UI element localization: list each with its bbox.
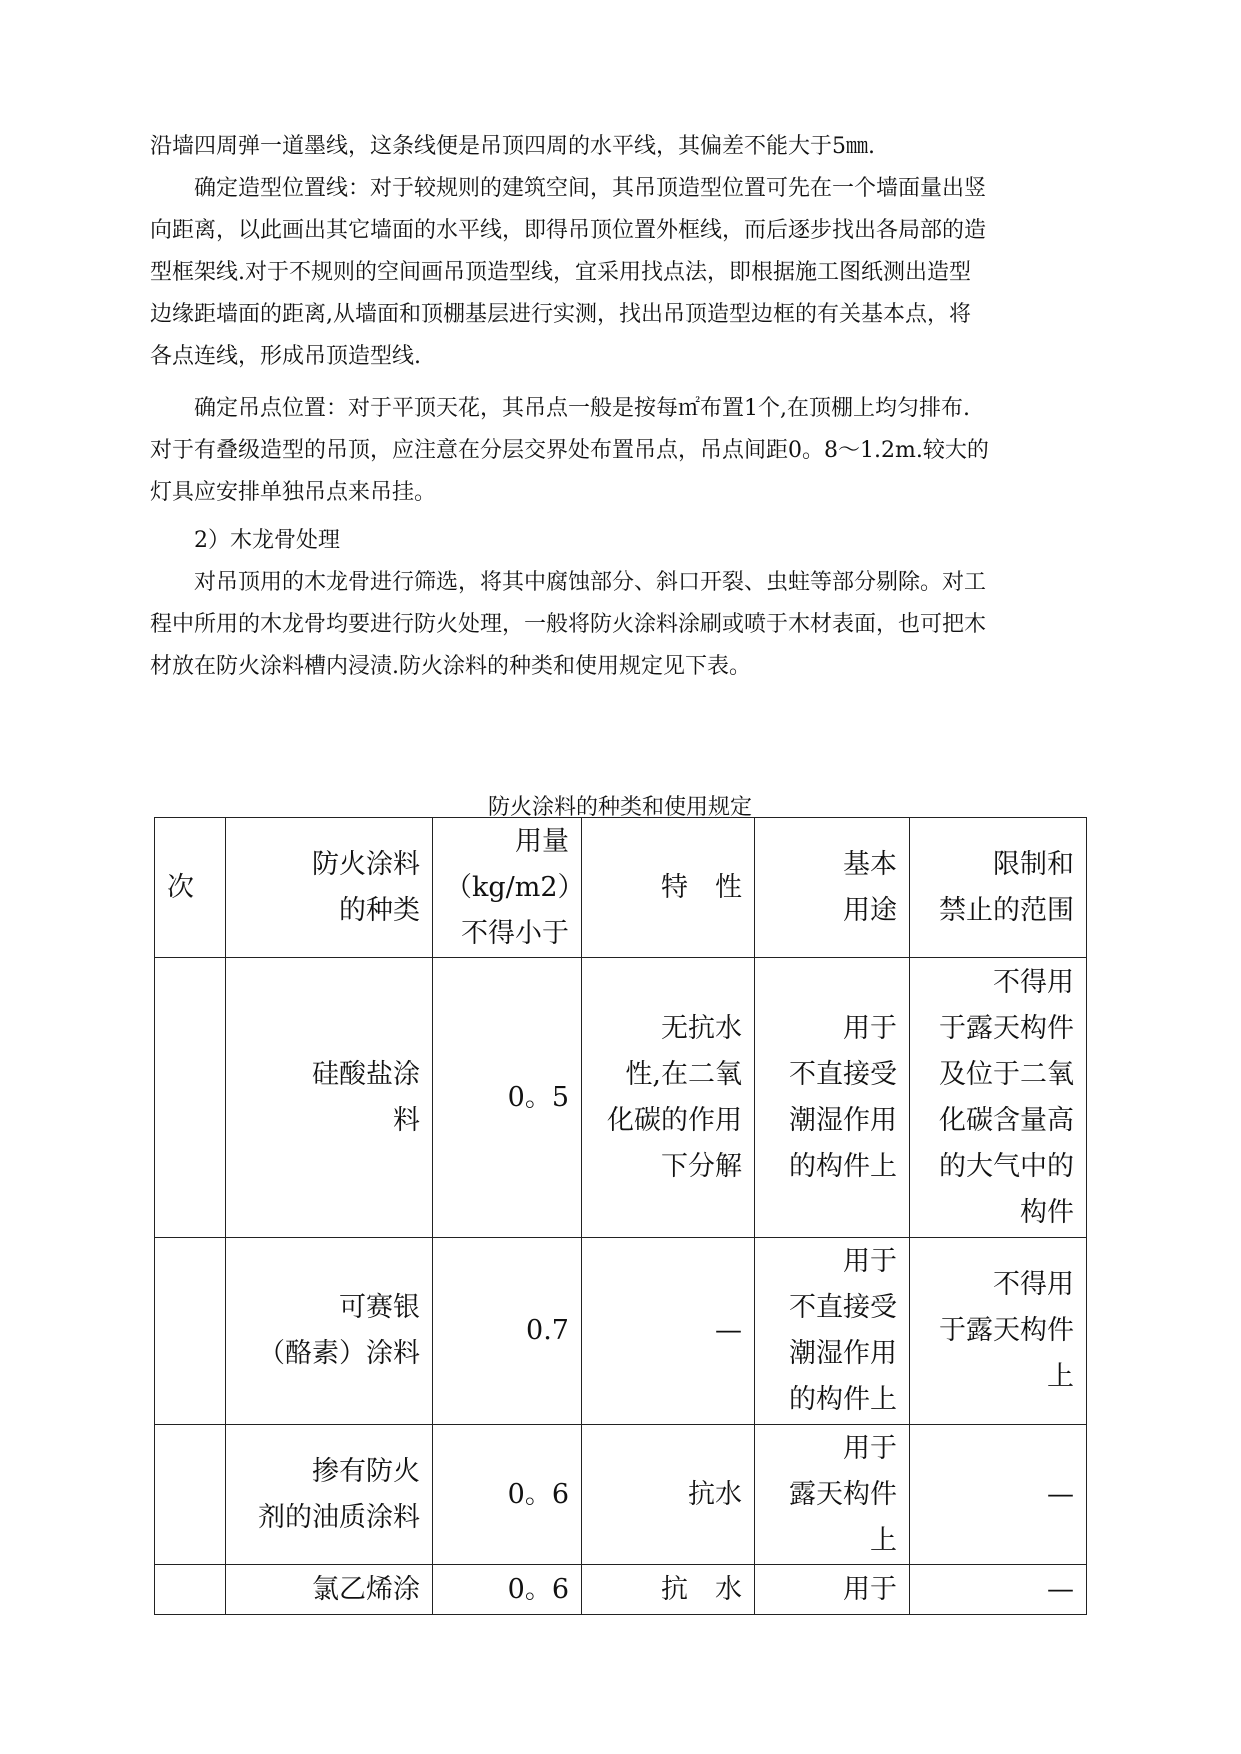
table-row [155, 1565, 1087, 1615]
cell-index [155, 1565, 226, 1615]
text-line: 2）木龙骨处理 [150, 528, 340, 553]
table-header-row [155, 818, 1087, 958]
cell-index [155, 1238, 226, 1425]
cell-property: 抗 水 [582, 1565, 755, 1615]
table-row [155, 1425, 1087, 1565]
text-line: 各点连线，形成吊顶造型线. [150, 344, 421, 369]
paragraph-3 [150, 388, 1090, 514]
fireproof-coating-table [154, 817, 1087, 1615]
paragraph-1 [150, 126, 1090, 168]
cell-amount: 0.7 [433, 1238, 582, 1425]
cell-restriction: — [910, 1565, 1087, 1615]
text-line: 确定造型位置线：对于较规则的建筑空间，其吊顶造型位置可先在一个墙面量出竖 [150, 176, 987, 201]
cell-property: 无抗水 性,在二氧 化碳的作用 下分解 [582, 958, 755, 1238]
cell-index [155, 958, 226, 1238]
table-row [155, 958, 1087, 1238]
paragraph-4 [150, 520, 1090, 562]
cell-amount: 0。6 [433, 1565, 582, 1615]
cell-restriction: — [910, 1425, 1087, 1565]
text-line: 程中所用的木龙骨均要进行防火处理，一般将防火涂料涂刷或喷于木材表面，也可把木 [150, 612, 987, 637]
text-line: 灯具应安排单独吊点来吊挂。 [150, 480, 437, 505]
cell-amount: 0。5 [433, 958, 582, 1238]
text-line: 型框架线.对于不规则的空间画吊顶造型线，宜采用找点法，即根据施工图纸测出造型 [150, 260, 971, 285]
cell-usage: 用于 不直接受 潮湿作用 的构件上 [755, 958, 910, 1238]
header-cell-index: 次 [155, 818, 226, 958]
cell-property: — [582, 1238, 755, 1425]
cell-type: 可赛银 （酪素）涂料 [226, 1238, 433, 1425]
text-line: 对于有叠级造型的吊顶，应注意在分层交界处布置吊点，吊点间距0。8～1.2m.较大的 [150, 438, 989, 463]
header-cell-property: 特 性 [582, 818, 755, 958]
header-cell-amount: 用量 （kg/m2） 不得小于 [433, 818, 582, 958]
header-cell-usage: 基本 用途 [755, 818, 910, 958]
paragraph-5 [150, 562, 1090, 688]
cell-restriction: 不得用 于露天构件 及位于二氧 化碳含量高 的大气中的 构件 [910, 958, 1087, 1238]
text-line: 向距离，以此画出其它墙面的水平线，即得吊顶位置外框线，而后逐步找出各局部的造 [150, 218, 987, 243]
cell-usage: 用于 露天构件 上 [755, 1425, 910, 1565]
cell-property: 抗水 [582, 1425, 755, 1565]
text-line: 沿墙四周弹一道墨线，这条线便是吊顶四周的水平线，其偏差不能大于5㎜. [150, 134, 875, 159]
text-line: 材放在防火涂料槽内浸渍.防火涂料的种类和使用规定见下表。 [150, 654, 751, 679]
cell-type: 硅酸盐涂 料 [226, 958, 433, 1238]
cell-type: 掺有防火 剂的油质涂料 [226, 1425, 433, 1565]
header-cell-type: 防火涂料 的种类 [226, 818, 433, 958]
text-line: 对吊顶用的木龙骨进行筛选，将其中腐蚀部分、斜口开裂、虫蛀等部分剔除。对工 [150, 570, 987, 595]
cell-amount: 0。6 [433, 1425, 582, 1565]
cell-usage: 用于 [755, 1565, 910, 1615]
table-caption: 防火涂料的种类和使用规定 [487, 795, 752, 820]
text-line: 确定吊点位置：对于平顶天花，其吊点一般是按每㎡布置1个,在顶棚上均匀排布. [150, 396, 970, 421]
cell-restriction: 不得用 于露天构件 上 [910, 1238, 1087, 1425]
cell-index [155, 1425, 226, 1565]
cell-type: 氯乙烯涂 [226, 1565, 433, 1615]
header-cell-restriction: 限制和 禁止的范围 [910, 818, 1087, 958]
table-row [155, 1238, 1087, 1425]
text-line: 边缘距墙面的距离,从墙面和顶棚基层进行实测，找出吊顶造型边框的有关基本点，将 [150, 302, 971, 327]
cell-usage: 用于 不直接受 潮湿作用 的构件上 [755, 1238, 910, 1425]
paragraph-2 [150, 168, 1090, 378]
